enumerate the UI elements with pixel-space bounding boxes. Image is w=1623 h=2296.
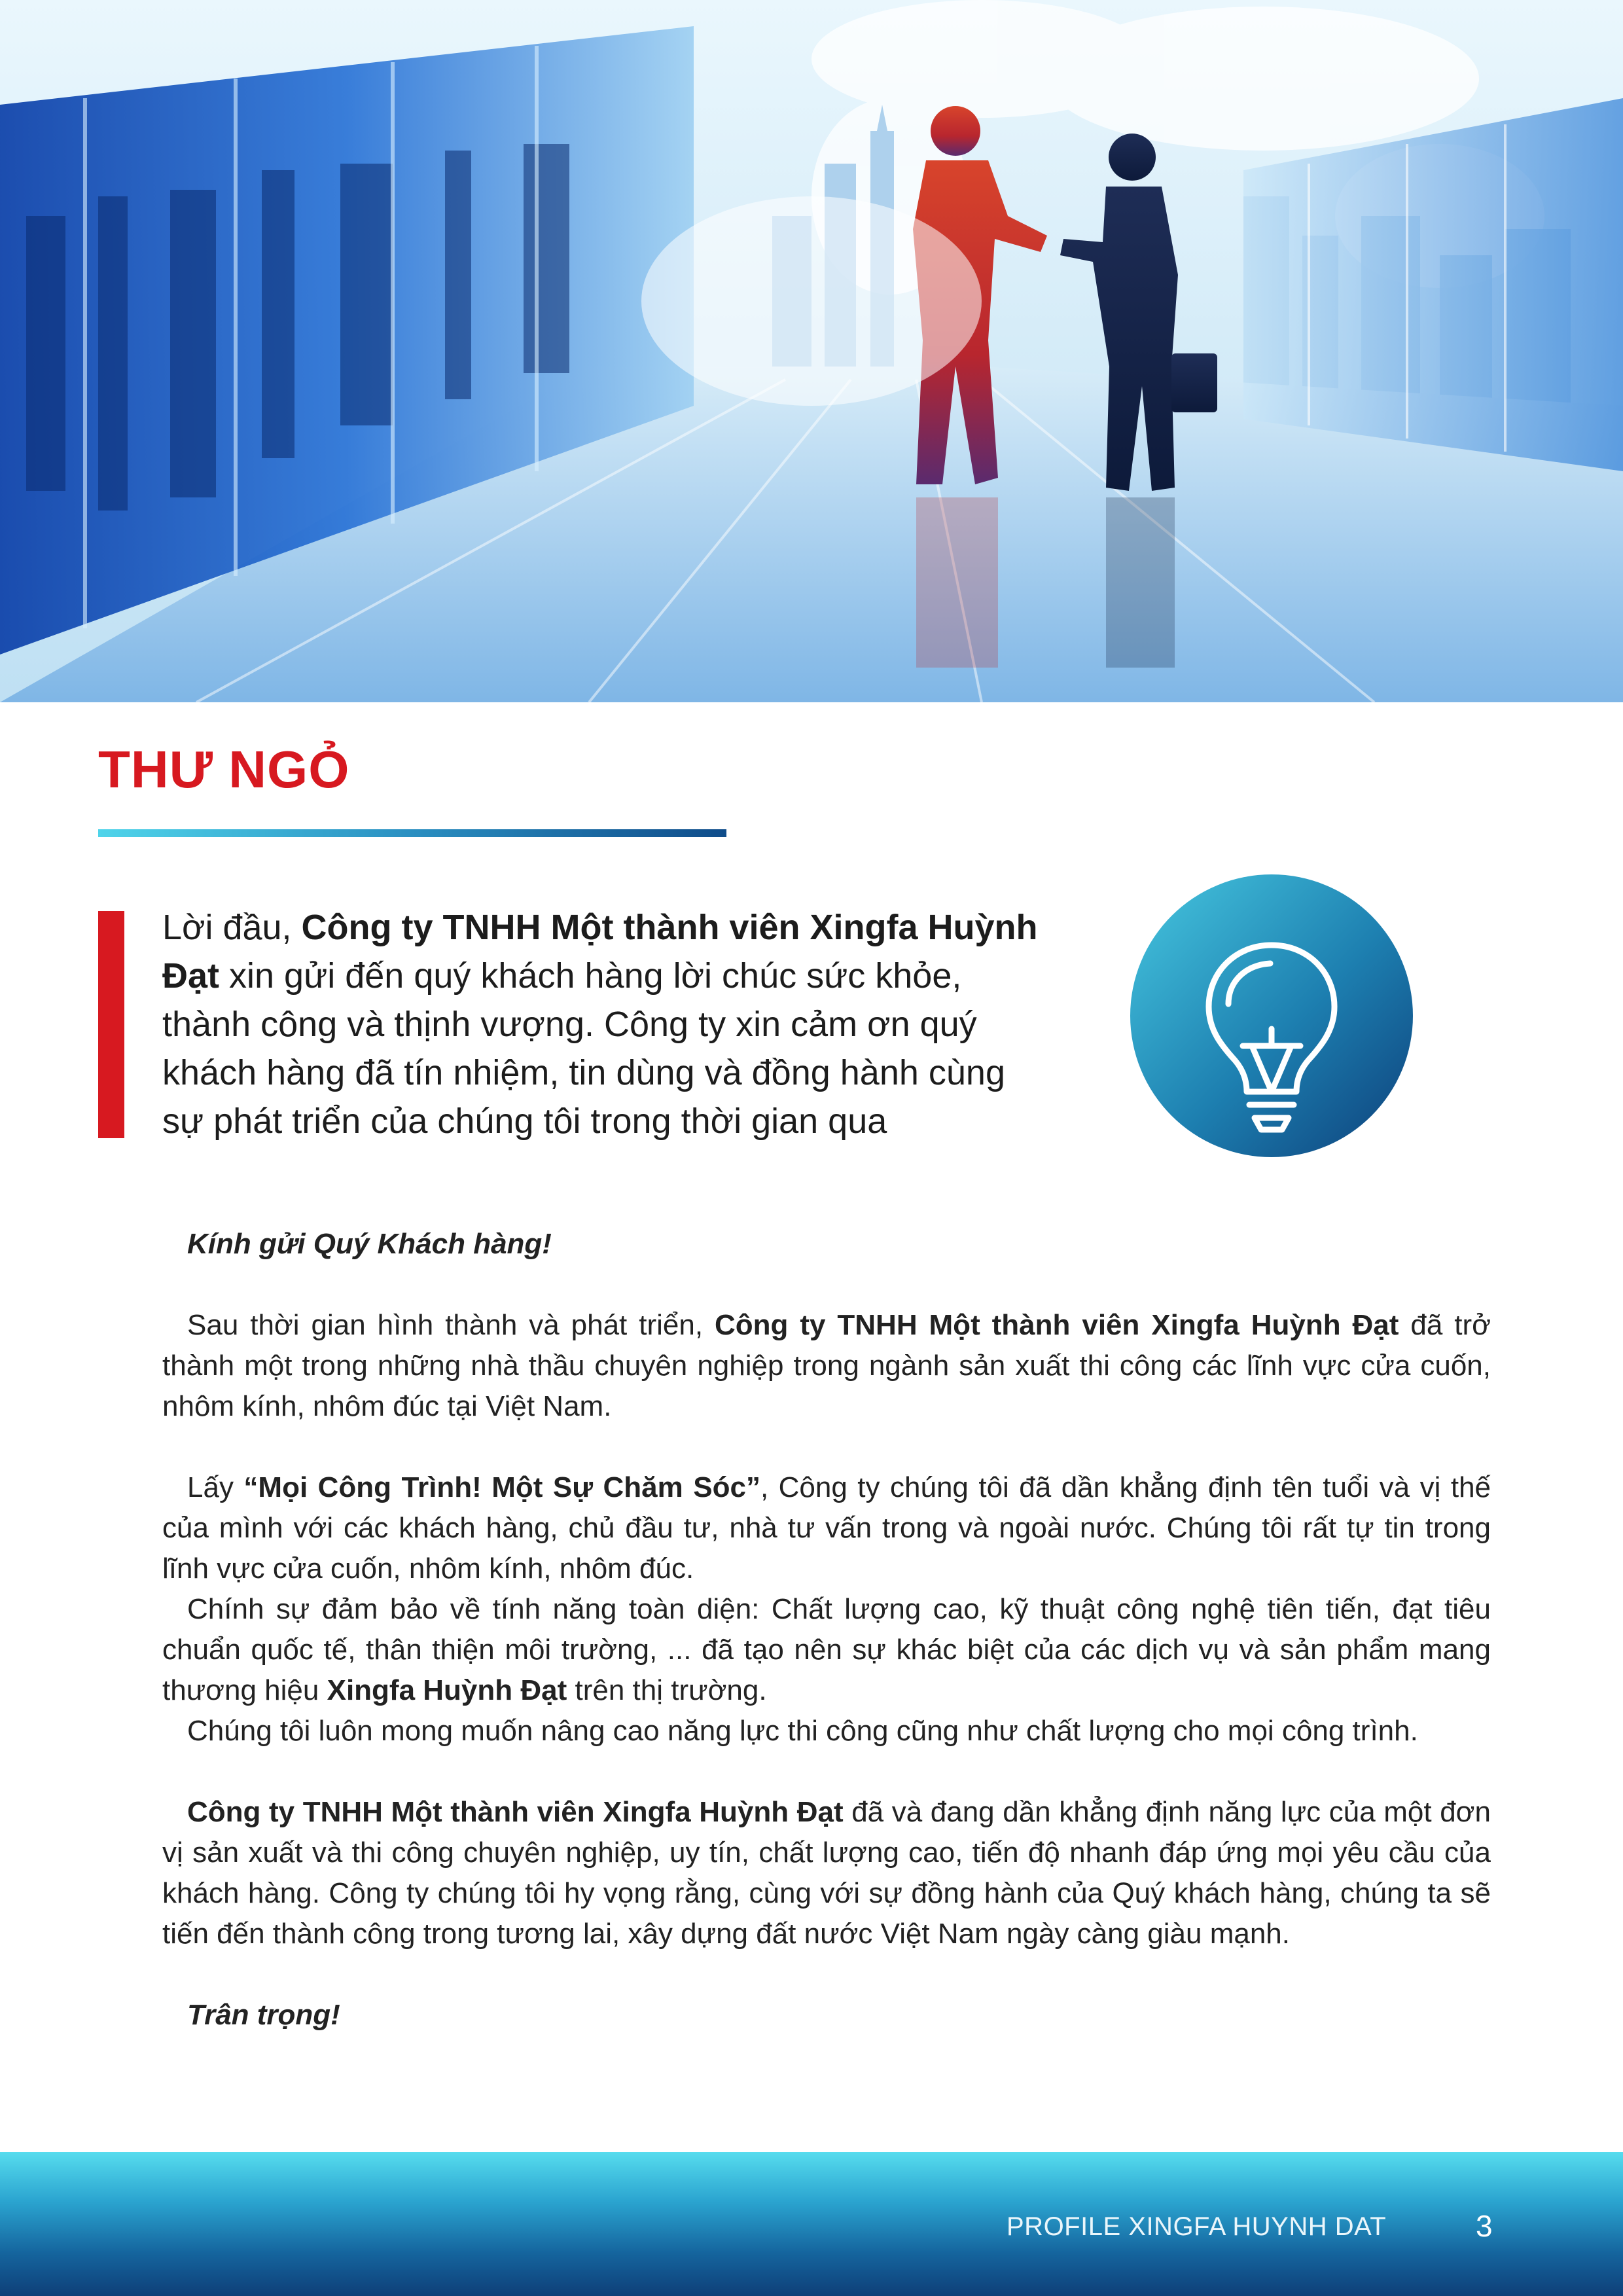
company-name: Công ty TNHH Một thành viên Xingfa Huỳnh Đạt — [187, 1796, 844, 1828]
letter-paragraph-5 — [162, 1792, 1491, 1954]
text-span: đã và đang dần khẳng định năng lực của một đơn vị sản xuất và thi công chuyên nghiệp, uy tín, chất lượng cao, tiến độ nhanh đáp ứng mọi yêu cầu của khách hàng. Công ty chúng tôi hy vọng rằng, cùng với sự đồng hành của Quý khách hàng, chúng ta sẽ tiến đến thành công trong tương lai, xây dựng đất nước Việt Nam ngày càng giàu mạnh. — [162, 1796, 1491, 1950]
company-name: Công ty TNHH Một thành viên Xingfa Huỳnh Đạt — [714, 1309, 1399, 1341]
hero-illustration — [0, 0, 1623, 702]
brand-name: Xingfa Huỳnh Đạt — [327, 1674, 567, 1706]
letter-paragraph-2 — [162, 1467, 1491, 1589]
intro-paragraph — [162, 903, 1052, 1145]
letter-closing: Trân trọng! — [187, 1999, 340, 2031]
letter-paragraph-1 — [162, 1305, 1491, 1427]
text-span: đã trở thành một trong những nhà thầu chuyên nghiệp trong ngành sản xuất thi công các lĩnh vực cửa cuốn, nhôm kính, nhôm đúc tại Việt Nam. — [162, 1309, 1491, 1422]
intro-lead: Lời đầu, — [162, 908, 302, 947]
footer-label: PROFILE XINGFA HUYNH DAT — [1007, 2212, 1387, 2241]
intro-text: xin gửi đến quý khách hàng lời chúc sức khỏe, thành công và thịnh vượng. Công ty xin cảm ơn quý khách hàng đã tín nhiệm, tin dùng và đồng hành cùng sự phát triển của chúng tôi trong thời gian qua — [162, 956, 1005, 1141]
text-span: , Công ty chúng tôi đã dần khẳng định tên tuổi và vị thế của mình với các khách hàng, chủ đầu tư, nhà tư vấn trong và ngoài nước. Chúng tôi rất tự tin trong lĩnh vực cửa cuốn, nhôm kính, nhôm đúc. — [162, 1471, 1491, 1585]
page-title: THƯ NGỎ — [98, 740, 350, 798]
lightbulb-icon — [1130, 874, 1413, 1157]
letter-paragraph-4: Chúng tôi luôn mong muốn nâng cao năng lực thi công cũng như chất lượng cho mọi công trình. — [187, 1715, 1418, 1747]
text-span: Lấy — [187, 1471, 244, 1503]
text-span: trên thị trường. — [567, 1674, 767, 1706]
hero-photo — [0, 0, 1623, 702]
intro-company-name: Công ty TNHH Một thành viên Xingfa Huỳnh Đạt — [162, 908, 1038, 996]
text-span: Sau thời gian hình thành và phát triển, — [187, 1309, 715, 1341]
letter-greeting: Kính gửi Quý Khách hàng! — [187, 1228, 552, 1260]
letter-paragraph-3 — [162, 1589, 1491, 1711]
text-span: Chính sự đảm bảo về tính năng toàn diện: Chất lượng cao, kỹ thuật công nghệ tiên tiến, đạt tiêu chuẩn quốc tế, thân thiện môi trường, ... đã tạo nên sự khác biệt của các dịch vụ và sản phẩm mang thương hiệu — [162, 1593, 1491, 1706]
intro-accent-bar — [98, 911, 124, 1138]
title-underline — [98, 829, 726, 837]
lightbulb-badge — [1130, 874, 1413, 1157]
page-number: 3 — [1476, 2209, 1493, 2243]
letter-body — [162, 1224, 1491, 2036]
company-slogan: “Mọi Công Trình! Một Sự Chăm Sóc” — [243, 1471, 760, 1503]
